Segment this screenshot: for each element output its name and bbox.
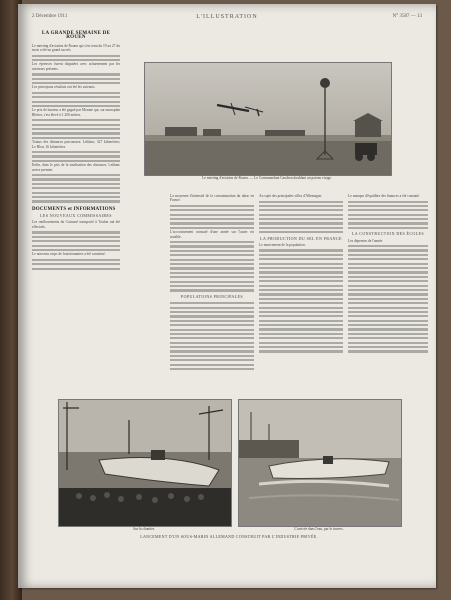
column-heading: LA CONSTRUCTION DES ÉCOLES [351, 231, 425, 237]
text-line [348, 226, 428, 230]
article-paragraph: Le manque d'équilibre des finances a été constaté. [348, 194, 420, 198]
photo-caption-bottom-right: L'arrivée dans l'eau, par le travers. [294, 527, 344, 531]
article-paragraph: Les dépenses de l'année. [348, 238, 384, 243]
text-line [259, 349, 343, 353]
column-4 [348, 194, 428, 354]
header-issue: N° 3587 — 13 [392, 14, 422, 19]
photo-caption-main: LANCEMENT D'UN SOUS-MARIN ALLEMAND CONSTRUIT PAR L'INDUSTRIE PRIVÉE. [140, 534, 318, 539]
aviation-meeting-photo [144, 62, 392, 176]
article-paragraph: Le nouveau corps de fonctionnaires a été constitué. [32, 252, 106, 257]
text-line [259, 230, 343, 234]
text-line [32, 266, 120, 270]
article-paragraph: L'accroissement constaté d'une année sur l'autre est notable. [170, 230, 254, 239]
text-line [170, 367, 254, 371]
section-subtitle: LES NOUVEAUX COMMISSAIRES [40, 213, 112, 219]
article-paragraph: Le mouvement de la population. [259, 242, 306, 247]
article-paragraph: La moyenne d'intensité de la consommation du tabac en France. [170, 194, 254, 203]
article-paragraph: Au sujet des principales villes d'Allemagne. [259, 194, 323, 198]
article-paragraph: Enfin, dans le prix de la totalisation des distances, Leblanc arrive premier. [32, 163, 120, 172]
article-paragraph: Totaux des distances parcourues: Leblanc, 327 kilomètres; Le Blon, 16 kilomètres. [32, 140, 120, 149]
column-1 [32, 26, 120, 271]
text-line [348, 349, 428, 353]
running-header [32, 14, 422, 24]
photo-caption-bottom-left: Sur la chantier. [133, 527, 155, 531]
masthead-title: L'ILLUSTRATION [196, 14, 258, 20]
article-paragraph: Le meeting d'aviation de Rouen qui s'est tenu du 19 au 27 du mois a été un grand succès. [32, 43, 120, 53]
newspaper-page [18, 4, 436, 588]
article-title-rouen: LA GRANDE SEMAINE DE ROUEN [41, 31, 111, 41]
launch-photo [238, 399, 402, 527]
text-line [170, 288, 254, 292]
column-3 [259, 194, 343, 354]
photo-caption-top: Le meeting d'aviation de Rouen. — Le Cormmandant Caudron doublant un poteau virage. [202, 176, 332, 180]
article-paragraph: Les renflouements du Cuirassé transporté à Toulon ont été effectués. [32, 220, 120, 229]
header-date: 2 Décembre 1911 [32, 14, 68, 19]
shipyard-photo [58, 399, 232, 527]
column-heading: POPULATIONS PRINCIPALES [180, 293, 244, 299]
article-paragraph: Le prix de hauteur a été gagné par Morane qui, sur monoplan Blériot, s'est élevé à 1.200 mètres. [32, 108, 121, 117]
article-paragraph: Les épreuves furent disputées avec acharnement par les aviateurs présents. [32, 62, 120, 71]
text-line [32, 199, 120, 203]
section-title-documents: DOCUMENTS et INFORMATIONS [32, 206, 116, 212]
article-paragraph: Les principaux résultats ont été les suivants. [32, 85, 96, 90]
column-heading: LA PRODUCTION DU SEL EN FRANCE [260, 235, 342, 241]
column-2 [170, 194, 254, 371]
